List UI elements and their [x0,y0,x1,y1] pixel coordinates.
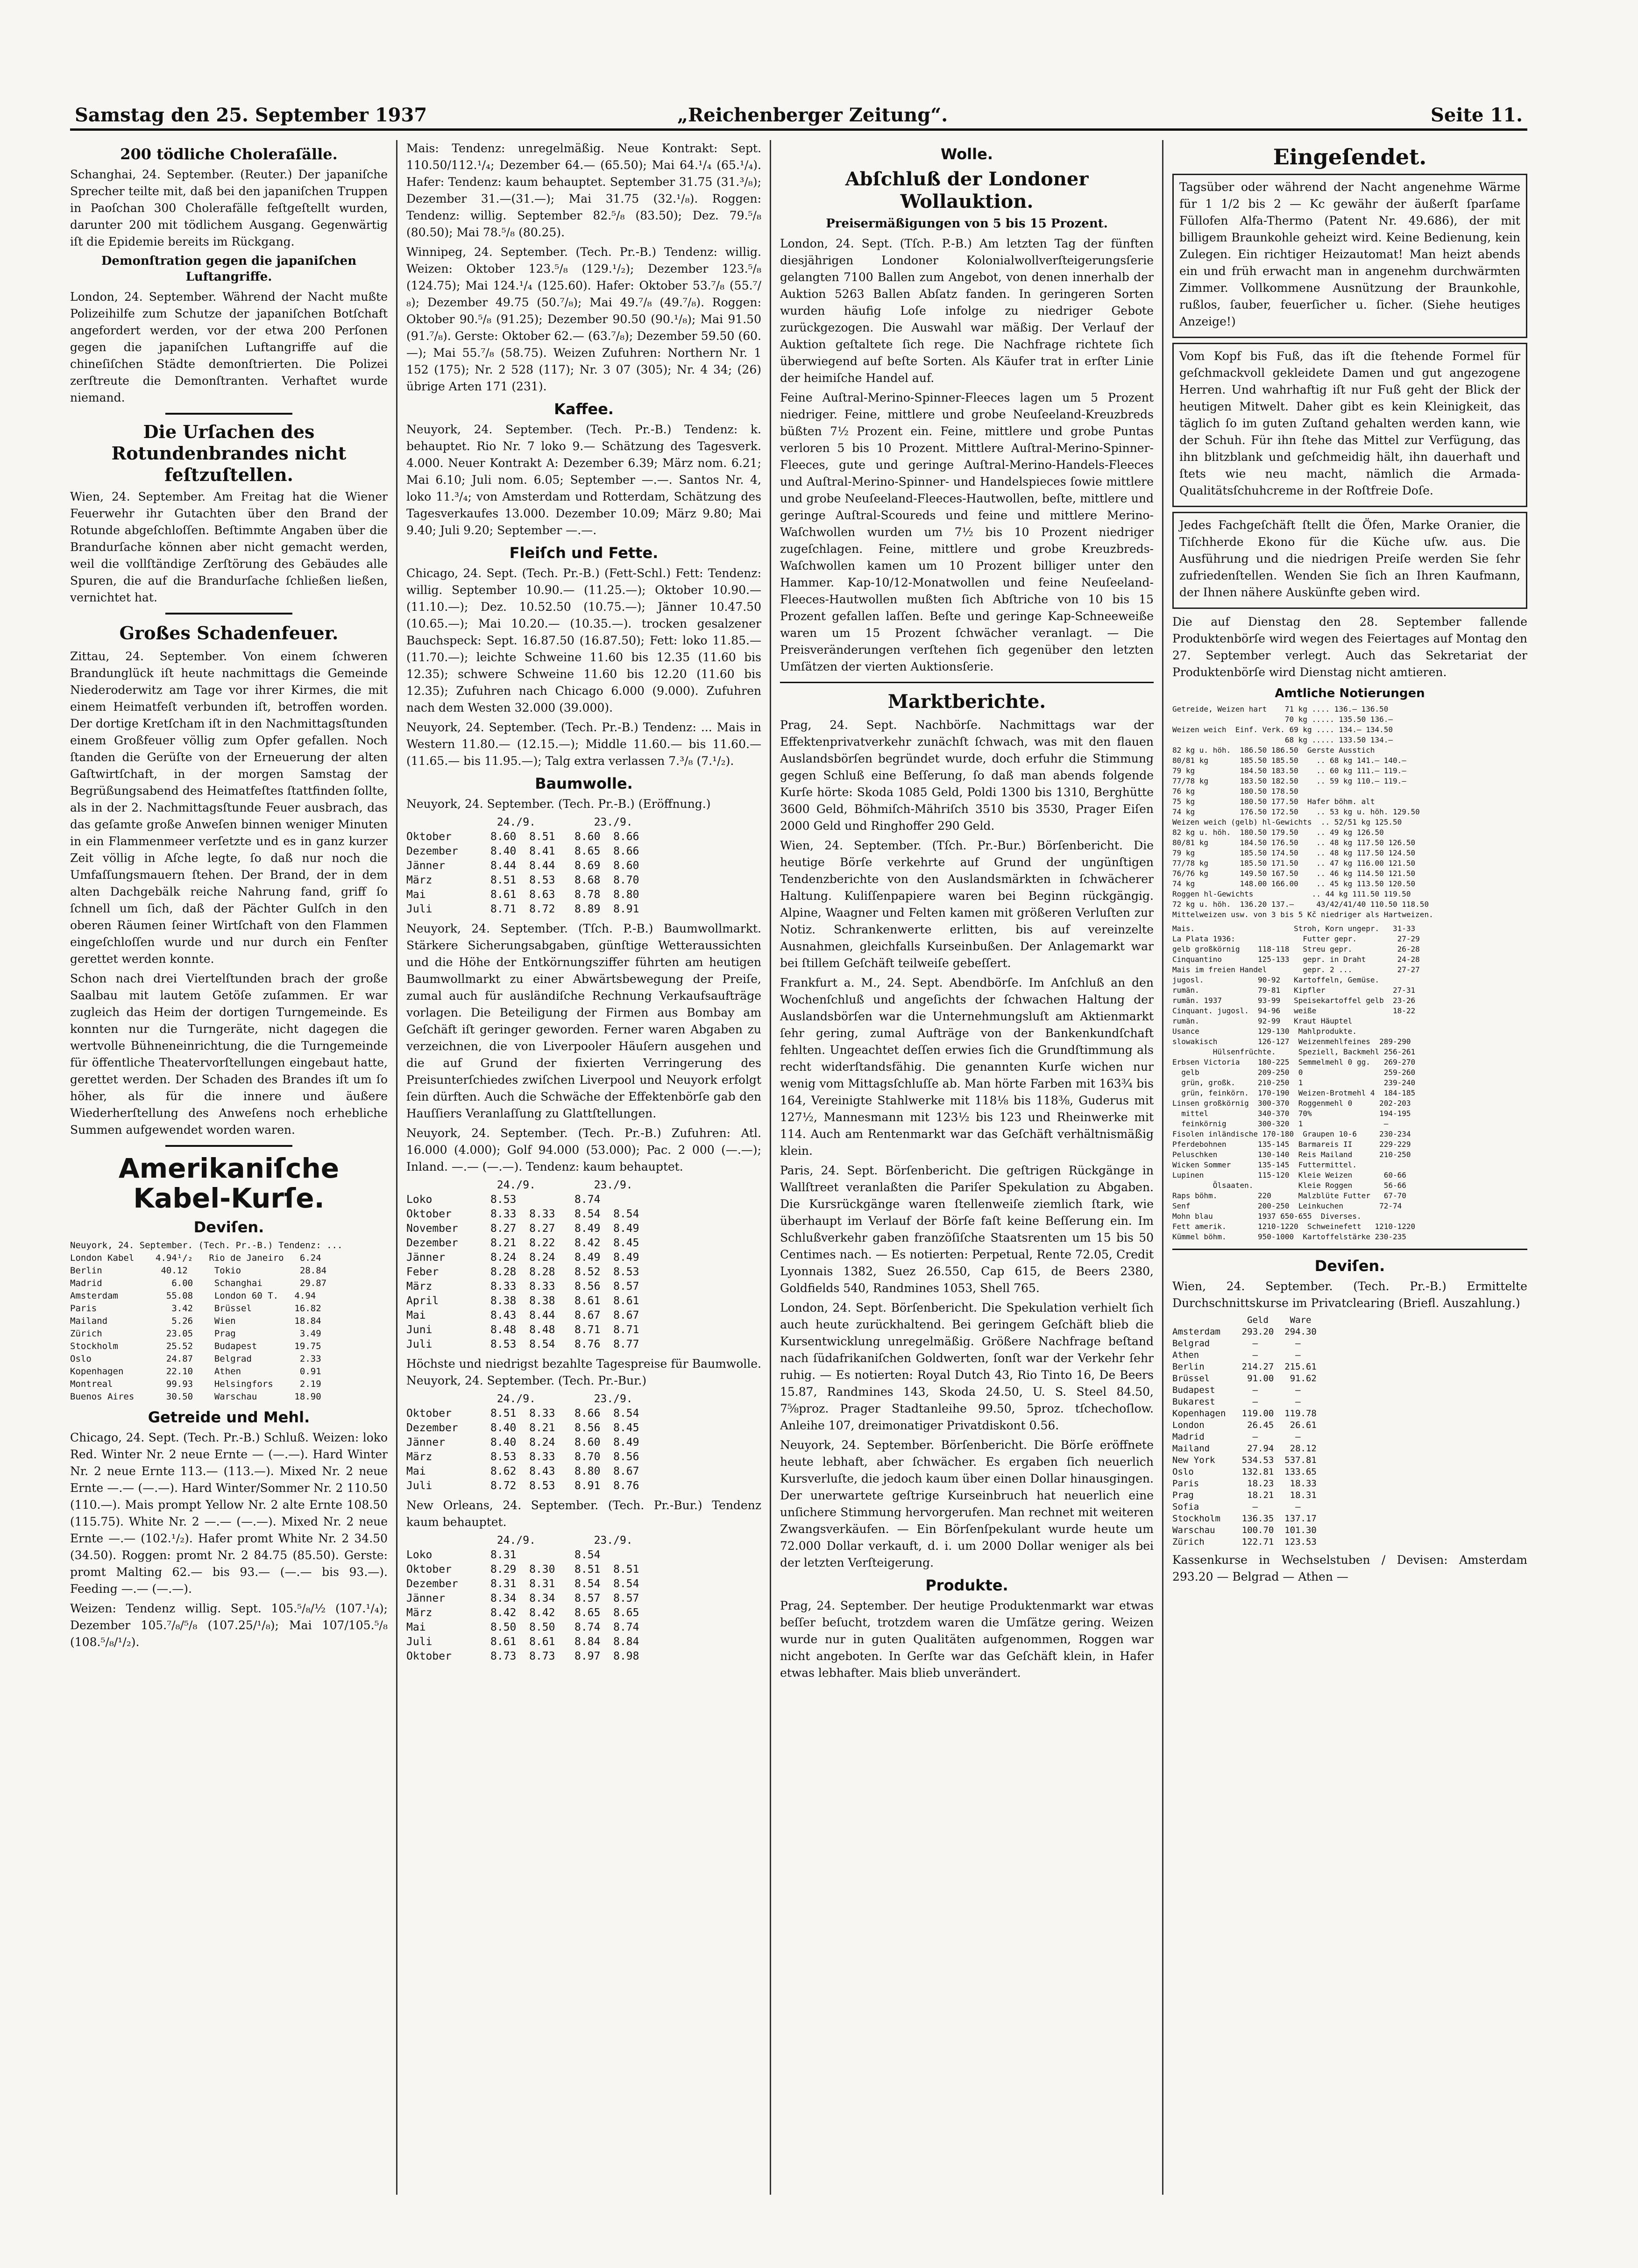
market-text: Neuyork, 24. September. (Tech. Pr.-B.) Zufuhren: Atl. 16.000 (4.000); Golf 94.000 (53.000); Pac. 2 000 (—.—); Inland. —.— (—.—). Tendenz: kaum behauptet. [406,1126,761,1173]
market-text: Neuyork, 24. September. (Tech. Pr.-B.) (Eröffnung.) [406,797,711,811]
divider [165,613,292,615]
article-heading: Abſchluß der Londoner Wollauktion. [845,168,1089,212]
header-date: Samstag den 25. September 1937 [75,104,427,126]
market-text: Chicago, 24. Sept. (Tech. Pr.-B.) Schluß. Weizen: loko Red. Winter Nr. 2 neue Ernte — (—.—). Hard Winter Nr. 2 neue Ernte 113.— (113.—). Mixed Nr. 2 neue Ernte —.— (—.—). Hard Winter/Sommer Nr. 2 110.50 (110.—). Mais prompt Yellow Nr. 2 alte Ernte 108.50 (115.75). White Nr. 2 —.— (—.—). Mixed Nr. 2 neue Ernte —.— (102.¹/₂). Hafer promt White Nr. 2 34.50 (34.50). Roggen: promt Nr. 2 84.75 (85.50). Gerste: promt Malting 62.— bis 93.— (—.— bis 93.—). Feeding —.— (—.—). [70,1431,388,1596]
rates-table: Neuyork, 24. September. (Tech. Pr.-B.) Tendenz: ... London Kabel 4.94¹/₂ Rio de Janeiro 6.24 Berlin 40.12 Tokio 28.84 Madrid 6.00 Schanghai 29.87 Amsterdam 55.08 London 60 T. 4.94 Paris 3.42 Brüssel 16.82 Mailand 5.26 Wien 18.84 Zürich 23.05 Prag 3.49 Stockholm 25.52 Budapest 19.75 Oslo 24.87 Belgrad 2.33 Kopenhagen 22.10 Athen 0.91 Montreal 99.93 Helsingfors 2.19 Buenos Aires 30.50 Warschau 18.90 [70,1240,343,1402]
divider [165,413,292,415]
section-heading: Deviſen. [1314,1257,1385,1275]
market-text: Wien, 24. September. (Tſch. Pr.-Bur.) Börſenbericht. Die heutige Börſe verkehrte auf Grund der ungünſtigen Tendenzberichte von den Auslandsmärkten in ſchwächerer Haltung. Kuliſſenpapiere waren bei Beginn rückgängig. Alpine, Waagner und Felten kamen mit größeren Verluſten zur Notiz. Schrankenwerte erlitten, bis auf vereinzelte Ausnahmen, gleichfalls Kurseinbußen. Der Anlagemarkt war bei ſtillem Geſchäft teilweiſe gebeſſert. [780,839,1154,970]
notice-text: Die auf Dienstag den 28. September fallende Produktenbörſe wird wegen des Feiertages auf Montag den 27. September verlegt. Auch das Sekretariat der Produktenbörſe wird Dienstag nicht amtieren. [1172,615,1527,679]
page-header [70,100,1527,131]
market-text: Neuyork, 24. September. (Tſch. P.-B.) Baumwollmarkt. Stärkere Sicherungsabgaben, günſtige Wetteraussichten und die Höhe der Entkörnungsziffer führten am heutigen Baumwollmarkt zu einer Abwärtsbewegung der Preiſe, zumal auch für ausländiſche Rechnung Verkaufsaufträge vorlagen. Die Beteiligung der Firmen aus Bombay am Geſchäft iſt geringer geworden. Ferner waren Abgaben zu verzeichnen, die von Liverpooler Häuſern ausgehen und die auf Grund der fixierten Verringerung des Preisunterſchiedes zwiſchen Liverpool und Neuyork erfolgt ſein dürften. Auch die Schwäche der Effektenbörſe gab den Hauſſiers Veranlaſſung zu Glattſtellungen. [406,922,761,1120]
market-text: Wien, 24. September. (Tech. Pr.-B.) Ermittelte Durchschnittskurse im Privatclearing (Briefl. Auszahlung.) [1172,1279,1527,1310]
column-rule [396,140,397,2195]
advert-text: Vom Kopf bis Fuß, das iſt die ſtehende Formel für geſchmackvoll gekleidete Damen und gut angezogene Herren. Und wahrhaftig iſt nur Fuß geht der Blick der heutigen Mitwelt. Daher gibt es kein Kleinigkeit, das täglich ſo im guten Zuſtand gehalten werden kann, wie der Schuh. Für ihn ſtehe das Mittel zur Verfügung, das ihn blitzblank und geſchmeidig hält, ihn dauerhaft und ſtets wie neu macht, nämlich die Armada-Qualitätsſchuhcreme in der Roſtfreie Doſe. [1179,349,1520,497]
market-text: Neuyork, 24. September. Börſenbericht. Die Börſe eröffnete heute lebhaft, aber ſchwächer. Es ergaben ſich neuerlich Kursverluſte, die jedoch kaum über einen Dollar hinausgingen. Der unerwartete geſtrige Kurseinbruch hat neuerlich eine unſichere Stimmung hervorgerufen. Man rechnet mit weiteren Zwangsverkäufen. — Ein Börſenſpekulant wurde heute um 72.000 Dollar verkauft, d. i. um 2000 Dollar weniger als bei der letzten Verſteigerung. [780,1438,1154,1569]
market-text: Prag, 24. Sept. Nachbörſe. Nachmittags war der Effektenprivatverkehr zunächſt ſchwach, was mit den flauen Auslandsbörſen begründet wurde, doch erfuhr die Stimmung gegen Schluß eine Beſſerung, ſo daß man abends folgende Kurſe hörte: Skoda 1085 Geld, Poldi 1300 bis 1310, Berghütte 3600 Geld, Böhmiſch-Mähriſch 3510 bis 3530, Prager Eiſen 2000 Geld und Ringhoffer 290 Geld. [780,718,1154,833]
divider [780,682,1154,683]
column-4 [1172,140,1527,2195]
article-heading: Großes Schadenfeuer. [119,622,339,643]
section-subheading: Amtliche Notierungen [1275,686,1425,700]
cotton-table: 24./9. 23./9. Loko 8.53 8.74 Oktober 8.33 8.33 8.54 8.54 November 8.27 8.27 8.49 8.49 Dezember 8.21 8.22 8.42 8.45 Jänner 8.24 8.24 8.49 8.49 Feber 8.28 8.28 8.52 8.53 März 8.33 8.33 8.56 8.57 April 8.38 8.38 8.61 8.61 Mai 8.43 8.44 8.67 8.67 Juni 8.48 8.48 8.71 8.71 Juli 8.53 8.54 8.76 8.77 [406,1179,639,1350]
section-heading: Amerikaniſche Kabel-Kurſe. [118,1152,340,1214]
article-subheading: Preisermäßigungen von 5 bis 15 Prozent. [826,217,1108,231]
advert-box [1172,512,1527,609]
section-heading: Marktberichte. [887,691,1046,713]
section-heading: Wolle. [941,145,993,163]
divider [1172,1249,1527,1250]
cotton-table: 24./9. 23./9. Oktober 8.51 8.33 8.66 8.54 Dezember 8.40 8.21 8.56 8.45 Jänner 8.40 8.24 8.60 8.49 März 8.53 8.33 8.70 8.56 Mai 8.62 8.43 8.80 8.67 Juli 8.72 8.53 8.91 8.76 [406,1393,639,1492]
market-text: London, 24. Sept. Börſenbericht. Die Spekulation verhielt ſich auch heute zurückhaltend. Bei geringem Geſchäft blieb die Kursentwicklung unregelmäßig. Größere Nachfrage beſtand nach ſüdafrikaniſchen Goldwerten, ſonſt war der Verkehr ſehr ruhig. — Es notierten: Royal Dutch 43, Rio Tinto 16, De Beers 15.87, Randmines 143, Skoda 24.50, U. S. Steel 84.50, 7⅝proz. Prager Stadtanleihe 99.50, 5proz. tſchechoſlow. Anleihe 107, dreimonatiger Privatdiskont 0.56. [780,1301,1154,1432]
market-text: Paris, 24. Sept. Börſenbericht. Die geſtrigen Rückgänge in Wallſtreet veranlaßten die Pariſer Spekulation zu Abgaben. Die Kursrückgänge waren ſtellenweiſe ziemlich ſtark, wie überhaupt im Verlauf der Börſe faſt keine Beſſerung ein. Im Schlußverkehr gaben franzöſiſche Staatsrenten um 15 bis 50 Centimes nach. — Es notierten: Perpetual, Rente 72.05, Credit Lyonnais 1382, Suez 26.550, Cap 615, de Beers 2380, Goldfields 540, Randmines 1053, Shell 765. [780,1164,1154,1295]
article-text: Feine Auſtral-Merino-Spinner-Fleeces lagen um 5 Prozent niedriger. Feine, mittlere und grobe Neuſeeland-Kreuzbreds büßten 7½ Prozent ein. Feine, mittlere und grobe Puntas verloren 5 bis 10 Prozent. Mittlere Auſtral-Merino-Spinner-Fleeces, gute und geringe Auſtral-Merino-Handels-Fleeces und Auſtral-Merino-Spinner- und Handelspieces ſowie mittlere und grobe Neuſeeland-Fleeces-Hautwollen, beſte, mittlere und geringe Auſtral-Scoureds und feine und mittlere Merino-Waſchwollen wurden um 7½ bis 10 Prozent niedriger zugeſchlagen. Feine, mittlere und grobe Kreuzbreds-Waſchwollen kamen um 10 Prozent billiger unter den Hammer. Kap-10/12-Monatwollen und feine Neuſeeland-Fleeces-Hautwollen mußten ſich Abſtriche von 10 bis 15 Prozent gefallen laſſen. Beſte und geringe Kap-Schneeweiße waren um 15 Prozent ſchwächer veranlagt. — Die Preisveränderungen verſtehen ſich gegenüber den letzten Umſätzen der vierten Auktionsſerie. [780,391,1154,673]
article-heading: 200 tödliche Choleraſälle. [120,145,338,163]
article-text: Wien, 24. September. Am Freitag hat die Wiener Feuerwehr ihr Gutachten über den Brand der Rotunde abgeſchloſſen. Beſtimmte Angaben über die Brandurſache können aber nicht gemacht werden, weil die vollſtändige Zerſtörung des Gebäudes alle Spuren, die auf die Brandurſache ſchließen ließen, vernichtet hat. [70,490,388,604]
section-subheading: Baumwolle. [535,775,633,792]
divider [165,1145,292,1147]
cotton-table: 24./9. 23./9. Loko 8.31 8.54 Oktober 8.29 8.30 8.51 8.51 Dezember 8.31 8.31 8.54 8.54 Jänner 8.34 8.34 8.57 8.57 März 8.42 8.42 8.65 8.65 Mai 8.50 8.50 8.74 8.74 Juli 8.61 8.61 8.84 8.84 Oktober 8.73 8.73 8.97 8.98 [406,1534,639,1662]
section-subheading: Kaffee. [554,400,614,418]
market-text: Winnipeg, 24. September. (Tech. Pr.-B.) Tendenz: willig. Weizen: Oktober 123.⁵/₈ (129.¹/₂); Dezember 123.⁵/₈ (124.75); Mai 124.¹/₄ (125.60). Hafer: Oktober 53.⁷/₈ (55.⁷/₈); Dezember 49.75 (50.⁷/₈); Mai 49.⁷/₈ (49.⁷/₈). Roggen: Oktober 90.⁵/₈ (91.25); Dezember 90.50 (90.¹/₈); Mai 91.50 (91.⁷/₈). Gerste: Oktober 62.— (63.⁷/₈); Dezember 59.50 (60.—); Mai 55.⁷/₈ (58.75). Weizen Zufuhren: Northern Nr. 1 152 (175); Nr. 2 528 (117); Nr. 3 07 (305); Nr. 4 34; (26) übrige Arten 171 (231). [406,245,761,393]
article-text: London, 24. September. Während der Nacht mußte Polizeihilfe zum Schutze der japaniſchen Botſchaft angefordert werden, vor der etwa 200 Perſonen gegen die japaniſchen Luftangriffe auf die chineſiſchen Städte demonſtrierten. Die Polizei zerſtreute die Demonſtranten. Verhaftet wurde niemand. [70,290,388,404]
header-paper-name: „Reichenberger Zeitung“. [677,104,948,126]
header-page-number: Seite 11. [1431,104,1523,126]
advert-box [1172,174,1527,338]
market-text: Kassenkurse in Wechselstuben / Devisen: Amsterdam 293.20 — Belgrad — Athen — [1172,1553,1527,1583]
section-subheading: Getreide und Mehl. [148,1408,310,1426]
market-text: Chicago, 24. Sept. (Tech. Pr.-B.) (Fett-Schl.) Fett: Tendenz: willig. September 10.90.— (11.25.—); Oktober 10.90.— (11.10.—); Dez. 10.52.50 (10.75.—); Jänner 10.47.50 (10.65.—); Mai 10.20.— (10.35.—). trocken gesalzener Bauchspeck: Sept. 16.87.50 (16.87.50); Fett: loko 11.85.— (11.70.—); leichte Schweine 11.60 bis 12.35 (11.60 bis 12.35); schwere Schweine 11.60 bis 12.20 (11.60 bis 12.35); Zufuhren nach Chicago 6.000 (9.000). Zufuhren nach dem Westen 32.000 (39.000). [406,566,761,714]
market-text: Weizen: Tendenz willig. Sept. 105.⁵/₈/½ (107.¹/₄); Dezember 105.⁷/₈/⁵/₈ (107.25/¹/₈); Mai 107/105.⁵/₈ (108.⁵/₈/¹/₂). [70,1602,388,1649]
market-text: Prag, 24. September. Der heutige Produktenmarkt war etwas beſſer beſucht, trotzdem waren die Umſätze gering. Weizen wurde nur in guten Qualitäten aufgenommen, Roggen war nicht angeboten. In Gerſte war das Geſchäft klein, in Hafer etwas lebhafter. Mais blieb unverändert. [780,1599,1154,1680]
section-subheading: Fleiſch und Fette. [509,544,659,562]
advert-box [1172,343,1527,507]
currency-table: Geld Ware Amsterdam 293.20 294.30 Belgrad — — Athen — — Berlin 214.27 215.61 Brüssel 91.00 91.62 Budapest — — Bukarest — — Kopenhagen 119.00 119.78 London 26.45 26.61 Madrid — — Mailand 27.94 28.12 New York 534.53 537.81 Oslo 132.81 133.65 Paris 18.23 18.33 Prag 18.21 18.31 Sofia — — Stockholm 136.35 137.17 Warschau 100.70 101.30 Zürich 122.71 123.53 [1172,1315,1317,1547]
market-text: New Orleans, 24. September. (Tech. Pr.-Bur.) Tendenz kaum behauptet. [406,1498,761,1529]
article-heading: Demonſtration gegen die japaniſchen Luftangriffe. [101,254,357,284]
column-rule [770,140,771,2195]
advert-text: Jedes Fachgeſchäft ſtellt die Öfen, Marke Oranier, die Tiſchherde Ekono für die Küche uſw. aus. Die Ausführung und die niedrigen Preiſe werden Sie ſehr zufriedenſtellen. Wenden Sie ſich an Ihren Kaufmann, der Ihnen nähere Auskünfte geben wird. [1179,518,1520,599]
section-subheading: Deviſen. [193,1218,264,1236]
market-text: Neuyork, 24. September. (Tech. Pr.-B.) Tendenz: ... Mais in Western 11.80.— (12.15.—); Middle 11.60.— bis 11.60.— (11.65.— bis 11.95.—); Talg extra verlassen 7.³/₈ (7.¹/₂). [406,721,761,768]
market-text: Mais: Tendenz: unregelmäßig. Neue Kontrakt: Sept. 110.50/112.¹/₄; Dezember 64.— (65.50); Mai 64.¹/₄ (65.¹/₄). Hafer: Tendenz: kaum behauptet. September 31.75 (31.³/₈); Dezember 31.—(31.—); Mai 31.75 (32.¹/₈). Roggen: Tendenz: willig. September 82.⁵/₈ (83.50); Dez. 79.⁵/₈ (80.50); Mai 78.⁵/₈ (80.25). [406,141,761,239]
column-rule [1162,140,1163,2195]
article-text: Schanghai, 24. September. (Reuter.) Der japaniſche Sprecher teilte mit, daß bei den japaniſchen Truppen in Paoſchan 300 Cholerafälle feſtgeſtellt wurden, darunter 200 mit tödlichem Ausgang. Gegenwärtig iſt die Epidemie bereits im Rückgang. [70,168,388,248]
market-text: Neuyork, 24. September. (Tech. Pr.-B.) Tendenz: k. behauptet. Rio Nr. 7 loko 9.— Schätzung des Tagesverk. 4.000. Neuer Kontrakt A: Dezember 6.39; März nom. 6.21; Mai 6.10; Juli nom. 6.05; September —.—. Santos Nr. 4, loko 11.³/₄; von Amsterdam und Rotterdam, Schätzung des Tagesverkaufes 13.000. Dezember 10.09; März 9.80; Mai 9.40; Juli 9.20; September —.—. [406,423,761,537]
article-text: Zittau, 24. September. Von einem ſchweren Brandunglück iſt heute nachmittags die Gemeinde Niederoderwitz am Tage vor ihrer Kirmes, die mit einem Heimatfeſt verbunden iſt, betroffen worden. Der dortige Kretſcham iſt in den Nachmittagsſtunden einem Großfeuer völlig zum Opfer gefallen. Noch ſtanden die Gerüſte von der Erneuerung der alten Gaſtwirtſchaft, in der morgen Samstag der Begrüßungsabend des Heimatfeſtes ſtattfinden ſollte, als in der 2. Nachmittagsſtunde Feuer ausbrach, das das geſamte große Anweſen binnen weniger Minuten in ein Flammenmeer verſetzte und es in ganz kurzer Zeit völlig in Aſche legte, ſo daß nur noch die Umfaſſungsmauern ſtehen. Der Brand, der in dem alten Dachgebälk reiche Nahrung fand, griff ſo ſchnell um ſich, daß der Pächter Gulſch in den oberen Räumen ſeiner Wirtſchaft von den Flammen eingeſchloſſen wurde und nur durch ein Fenſter gerettet werden konnte. [70,650,388,966]
advert-text: Tagsüber oder während der Nacht angenehme Wärme für 1 1/2 bis 2 — Kc gewähr der äußerſt ſparſame Füllofen Alfa-Thermo (Patent Nr. 49.686), der mit billigem Braunkohle geheizt wird. Keine Bedienung, kein Zulegen. Ein richtiger Heizautomat! Man heizt abends ein und früh erwacht man in angenehm durchwärmten Zimmer. Vollkommene Ausnützung der Braunkohle, rußlos, ſauber, feuerſicher u. ſicher. (Siehe heutiges Anzeige!) [1179,180,1520,328]
market-text: Frankfurt a. M., 24. Sept. Abendbörſe. Im Anſchluß an den Wochenſchluß und angeſichts der ſchwachen Haltung der Auslandsbörſen war die Unternehmungsluſt am Aktienmarkt ſehr gering, zumal Aufträge von der Bankenkundſchaft fehlten. Ungeachtet deſſen erwies ſich die Grundſtimmung als recht widerſtandsfähig. Die genannten Kurſe wichen nur wenig vom Mittagsſchluſſe ab. Man hörte Farben mit 163¾ bis 164, Vereinigte Stahlwerke mit 118⅛ bis 118⅜, Guderus mit 127½, Mannesmann mit 123½ bis 123 und Rheinwerke mit 114. Auch am Rentenmarkt war das Geſchäft verhältnismäßig klein. [780,976,1154,1158]
column-2 [406,140,761,2195]
commodity-prices-table: Mais. Stroh, Korn ungepr. 31-33 La Plata 1936: Futter gepr. 27-29 gelb großkörnig 118-118 Streu gepr. 26-28 Cinquantino 125-133 gepr. in Draht 24-28 Mais im freien Handel gepr. 2 ... 27-27 jugosl. 90-92 Kartoffeln, Gemüse. rumän. 79-81 Kipfler 27-31 rumän. 1937 93-99 Speisekartoffel gelb 23-26 Cinquant. jugosl. 94-96 weiße 18-22 rumän. 92-99 Kraut Häuptel Usance 129-130 Mahlprodukte. slowakisch 126-127 Weizenmehlfeines 289-290 Hülsenfrüchte. Speziell, Backmehl 256-261 Erbsen Victoria 180-225 Semmelmehl 0 gg. 269-270 gelb 209-250 0 259-260 grün, großk. 210-250 1 239-240 grün, feinkörn. 170-190 Weizen-Brotmehl 4 184-185 Linsen großkörnig 300-370 Roggenmehl 0 202-203 mittel 340-370 70% 194-195 feinkörnig 300-320 1 — Fisolen inländische 170-180 Graupen 10-6 230-234 Pferdebohnen 135-145 Barmareis II 229-229 Peluschken 130-140 Reis Mailand 210-250 Wicken Sommer 135-145 Futtermittel. Lupinen 115-120 Kleie Weizen 60-66 Ölsaaten. Kleie Roggen 56-66 Raps böhm. 220 Malzblüte Futter 67-70 Senf 200-250 Leinkuchen 72-74 Mohn blau 1937 650-655 Diverses. Fett amerik. 1210-1220 Schweinefett 1210-1220 Kümmel böhm. 950-1000 Kartoffelstärke 230-235 [1172,924,1420,1241]
article-text: London, 24. Sept. (Tſch. P.-B.) Am letzten Tag der fünften diesjährigen Londoner Kolonialwollverſteigerungsſerie gelangten 7100 Ballen zum Angebot, von denen innerhalb der Auktion 5263 Ballen Abſatz fanden. In geringeren Sorten wurden häufig Loſe infolge zu niedriger Gebote zurückgezogen. Die Auswahl war mäßig. Der Verlauf der Auktion geſtaltete ſich rege. Die Nachfrage richtete ſich überwiegend auf beſte Sorten. Als Käufer trat in erſter Linie der heimiſche Handel auf. [780,237,1154,385]
cotton-table: 24./9. 23./9. Oktober 8.60 8.51 8.60 8.66 Dezember 8.40 8.41 8.65 8.66 Jänner 8.44 8.44 8.69 8.60 März 8.51 8.53 8.68 8.70 Mai 8.61 8.63 8.78 8.80 Juli 8.71 8.72 8.89 8.91 [406,816,639,915]
section-heading: Produkte. [925,1576,1008,1594]
section-heading: Eingeſendet. [1273,144,1427,170]
column-3 [780,140,1154,2195]
article-text: Schon nach drei Viertelſtunden brach der große Saalbau mit lautem Getöſe zuſammen. Er war zugleich das Heim der dortigen Turngemeinde. Es konnten nur die Turngeräte, nicht dagegen die wertvolle Bühneneinrichtung, die die Turngemeinde für öffentliche Theatervorſtellungen eingebaut hatte, gerettet werden. Der Schaden des Brandes iſt um ſo höher, als für die innere und äußere Wiederherſtellung des Anweſens noch erhebliche Summen aufgewendet worden waren. [70,972,388,1137]
article-heading: Die Urſachen des Rotundenbrandes nicht feſtzuſtellen. [111,421,347,485]
grain-prices-table: Getreide, Weizen hart 71 kg .... 136.— 136.50 70 kg ..... 135.50 136.— Weizen weich Einf. Verk. 69 kg .... 134.— 134.50 68 kg ..... 133.50 134.— 82 kg u. höh. 186.50 186.50 Gerste Ausstich 80/81 kg 185.50 185.50 .. 68 kg 141.— 140.— 79 kg 184.50 183.50 .. 60 kg 111.— 119.— 77/78 kg 183.50 182.50 .. 59 kg 110.— 119.— 76 kg 180.50 178.50 75 kg 180.50 177.50 Hafer böhm. alt 74 kg 176.50 172.50 .. 53 kg u. höh. 129.50 Weizen weich (gelb) hl-Gewichts .. 52/51 kg 125.50 82 kg u. höh. 180.50 179.50 .. 49 kg 126.50 80/81 kg 184.50 176.50 .. 48 kg 117.50 126.50 79 kg 185.50 174.50 .. 48 kg 117.50 124.50 77/78 kg 185.50 171.50 .. 47 kg 116.00 121.50 76/76 kg 149.50 167.50 .. 46 kg 114.50 121.50 74 kg 148.00 166.00 .. 45 kg 113.50 120.50 Roggen hl-Gewichts .. 44 kg 111.50 119.50 72 kg u. höh. 136.20 137.— 43/42/41/40 110.50 118.50 Mittelweizen usw. von 3 bis 5 Kč niedriger als Hartweizen. [1172,705,1433,919]
market-text: Höchste und niedrigst bezahlte Tagespreise für Baumwolle. Neuyork, 24. September. (Tech. Pr.-Bur.) [406,1357,761,1387]
column-1 [70,140,388,2195]
